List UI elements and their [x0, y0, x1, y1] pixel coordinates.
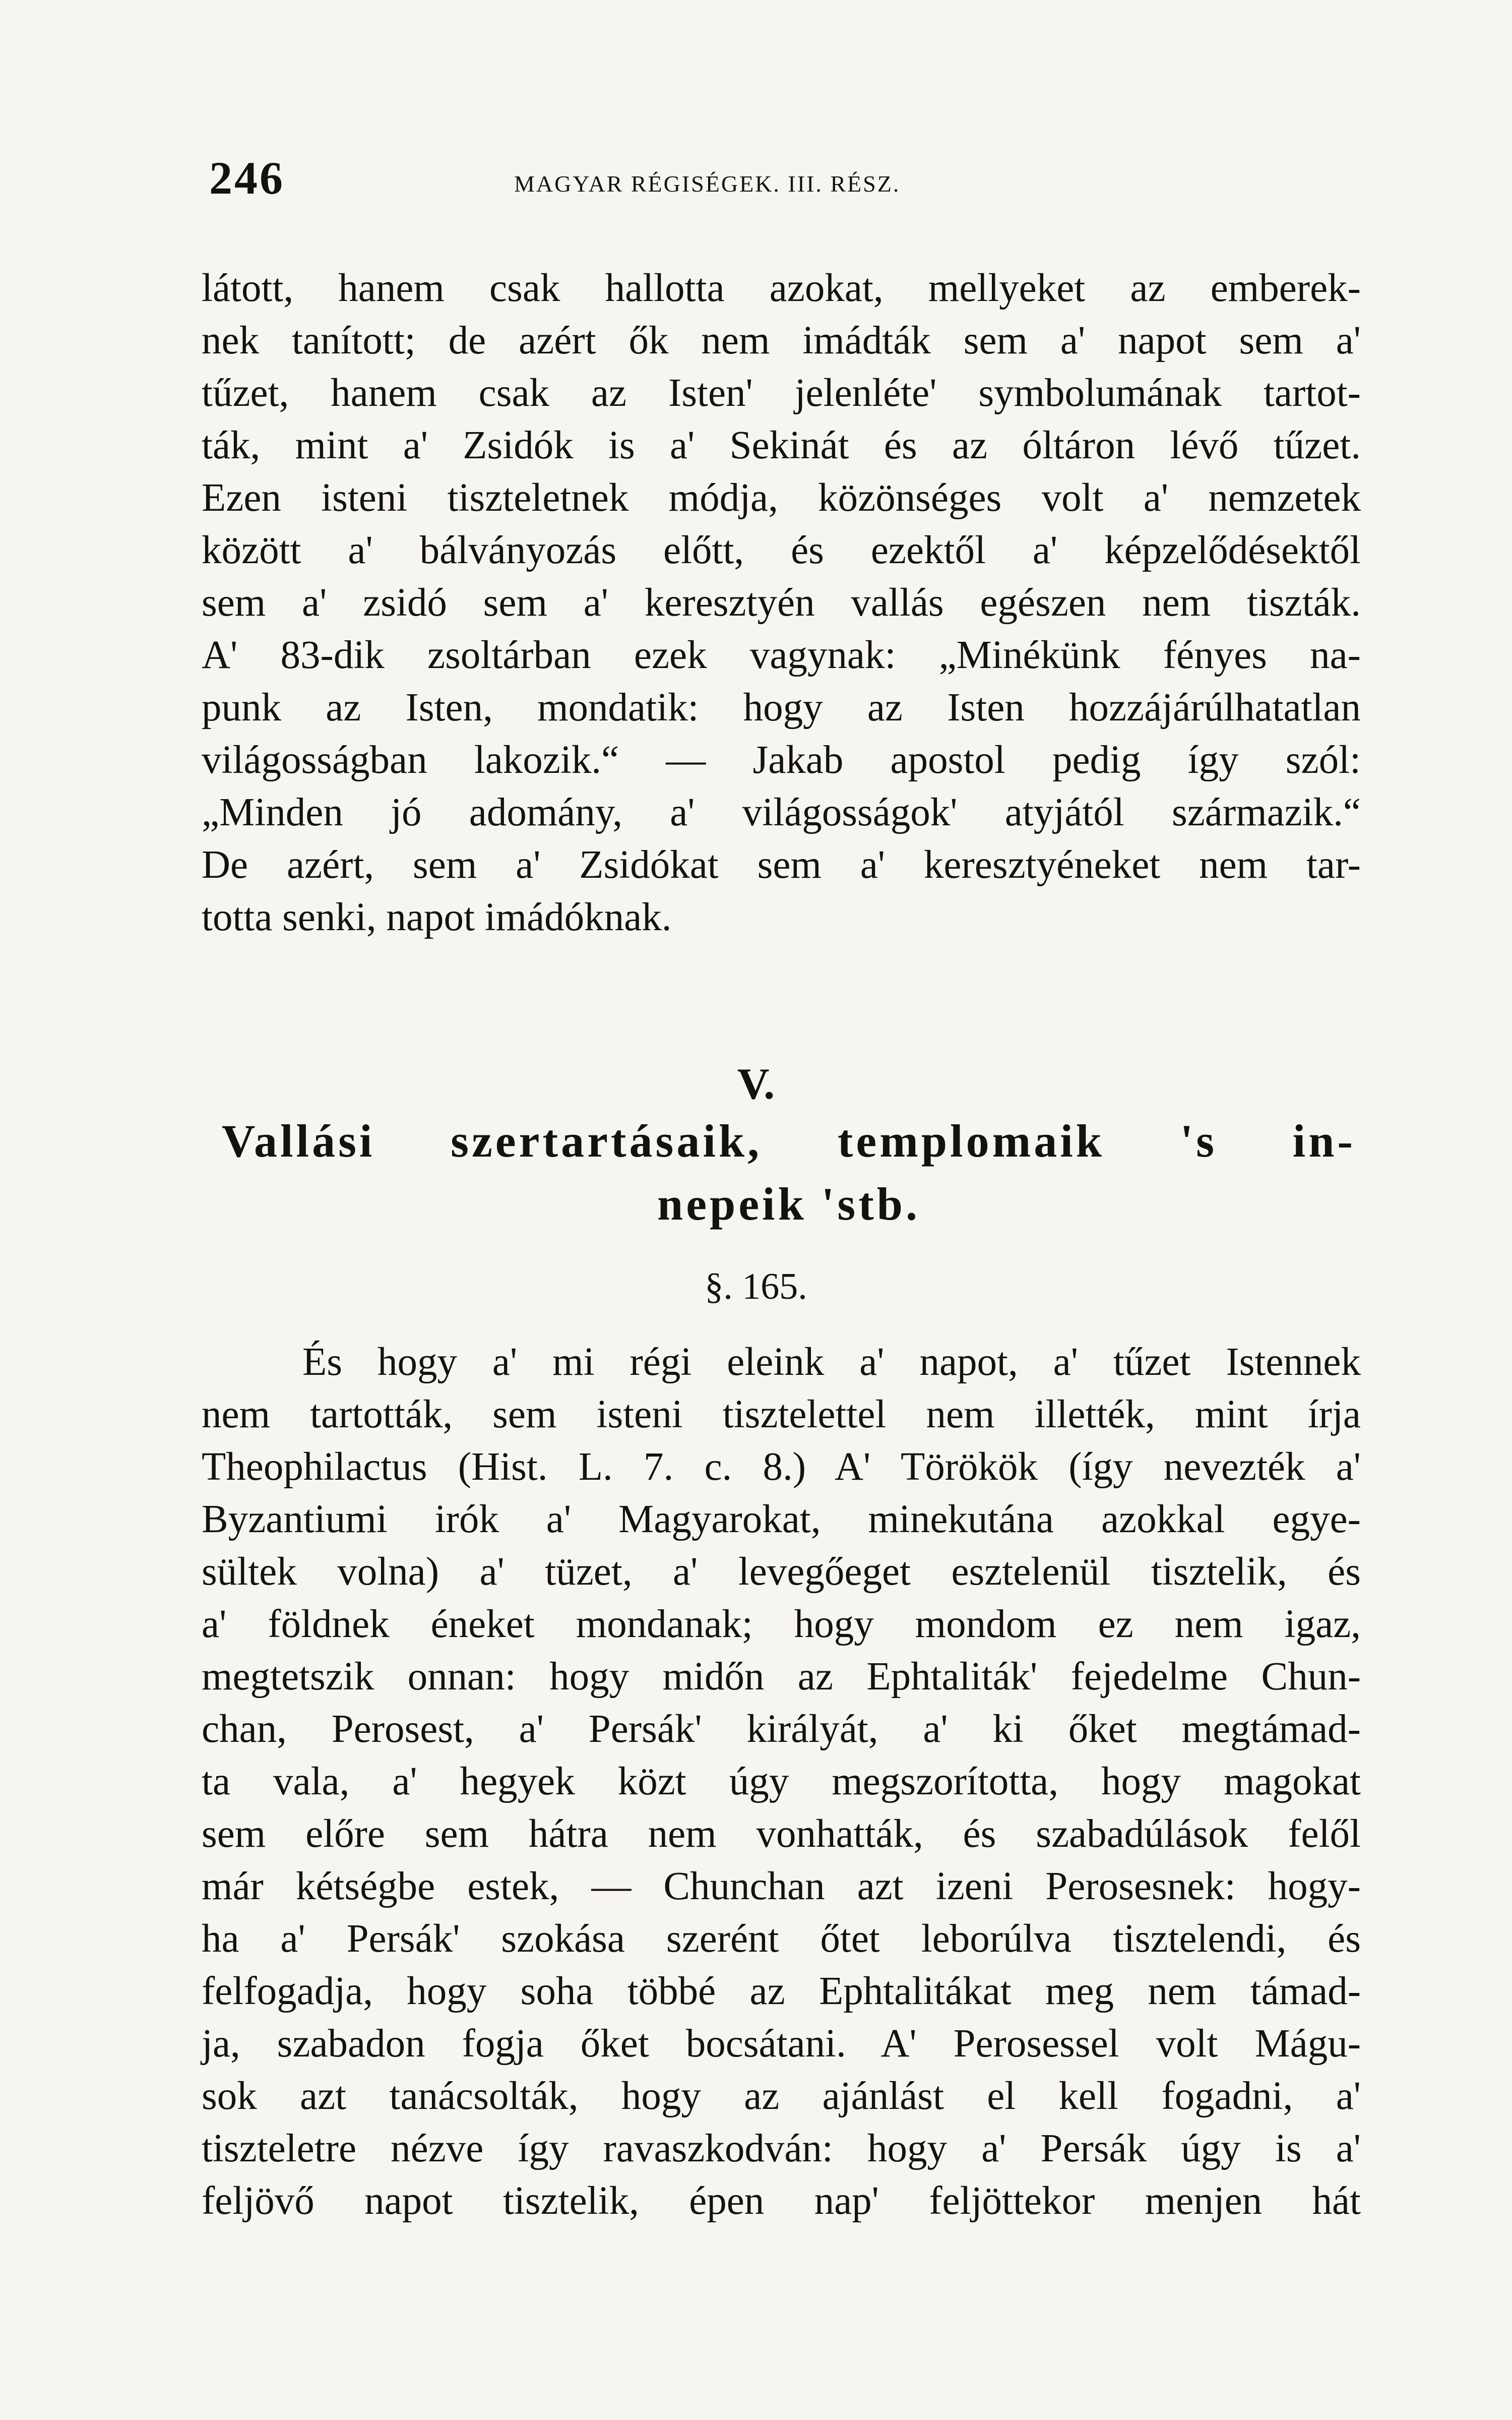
text-line: „Minden jó adomány, a' világosságok' atyjától származik.“ — [202, 791, 1361, 834]
text-line: nem tartották, sem isteni tisztelettel nem illették, mint írja — [202, 1393, 1361, 1436]
text-line: sem előre sem hátra nem vonhatták, és szabadúlások felől — [202, 1812, 1361, 1856]
text-line: Ezen isteni tiszteletnek módja, közönséges volt a' nemzetek — [202, 476, 1361, 520]
text-line: tiszteletre nézve így ravaszkodván: hogy a' Persák úgy is a' — [202, 2127, 1361, 2170]
text-line: sültek volna) a' tüzet, a' levegőeget esztelenül tisztelik, és — [202, 1550, 1361, 1594]
text-line: között a' bálványozás előtt, és ezektől a' képzelődésektől — [202, 528, 1361, 572]
section-title-line-2: nepeik 'stb. — [657, 1178, 920, 1230]
text-line: már kétségbe estek, — Chunchan azt izeni Perosesnek: hogy- — [202, 1864, 1361, 1908]
text-line: megtetszik onnan: hogy midőn az Ephtaliták' fejedelme Chun- — [202, 1655, 1361, 1699]
text-line: És hogy a' mi régi eleink a' napot, a' tűzet Istennek — [302, 1340, 1361, 1384]
text-line: világosságban lakozik.“ — Jakab apostol pedig így szól: — [202, 738, 1361, 782]
section-number: V. — [737, 1060, 775, 1109]
paragraph-2 — [202, 1336, 1361, 2227]
paragraph-1 — [202, 262, 1361, 944]
section-title-line-1: Vallási szertartásaik, templomaik 's in- — [222, 1115, 1356, 1167]
text-line: ha a' Persák' szokása szerént őtet leborúlva tisztelendi, és — [202, 1917, 1361, 1961]
text-line: chan, Perosest, a' Persák' királyát, a' ki őket megtámad- — [202, 1707, 1361, 1751]
text-line: ja, szabadon fogja őket bocsátani. A' Perosessel volt Mágu- — [202, 2022, 1361, 2066]
running-head: MAGYAR RÉGISÉGEK. III. RÉSZ. — [514, 171, 901, 197]
text-line: Byzantiumi irók a' Magyarokat, minekutána azokkal egye- — [202, 1497, 1361, 1541]
paragraph-number: §. 165. — [705, 1266, 807, 1307]
text-line: ta vala, a' hegyek közt úgy megszorította, hogy magokat — [202, 1760, 1361, 1803]
text-line: A' 83-dik zsoltárban ezek vagynak: „Minékünk fényes na- — [202, 633, 1361, 677]
text-line: sok azt tanácsolták, hogy az ajánlást el kell fogadni, a' — [202, 2074, 1361, 2118]
text-line: punk az Isten, mondatik: hogy az Isten hozzájárúlhatatlan — [202, 686, 1361, 730]
text-line: De azért, sem a' Zsidókat sem a' keresztyéneket nem tar- — [202, 843, 1361, 887]
text-line: Theophilactus (Hist. L. 7. c. 8.) A' Törökök (így nevezték a' — [202, 1445, 1361, 1489]
text-line: ták, mint a' Zsidók is a' Sekinát és az óltáron lévő tűzet. — [202, 424, 1361, 467]
text-line: nek tanított; de azért ők nem imádták sem a' napot sem a' — [202, 319, 1361, 362]
text-line: totta senki, napot imádóknak. — [202, 895, 672, 939]
text-line: látott, hanem csak hallotta azokat, mellyeket az emberek- — [202, 266, 1361, 310]
page-number: 246 — [209, 152, 285, 204]
page-header — [209, 151, 1348, 217]
text-line: a' földnek éneket mondanak; hogy mondom ez nem igaz, — [202, 1602, 1361, 1646]
text-line: tűzet, hanem csak az Isten' jelenléte' symbolumának tartot- — [202, 371, 1361, 415]
text-line: felfogadja, hogy soha többé az Ephtalitákat meg nem támad- — [202, 1969, 1361, 2013]
text-line: feljövő napot tisztelik, épen nap' feljöttekor menjen hát — [202, 2179, 1361, 2223]
text-line: sem a' zsidó sem a' keresztyén vallás egészen nem tiszták. — [202, 581, 1361, 625]
